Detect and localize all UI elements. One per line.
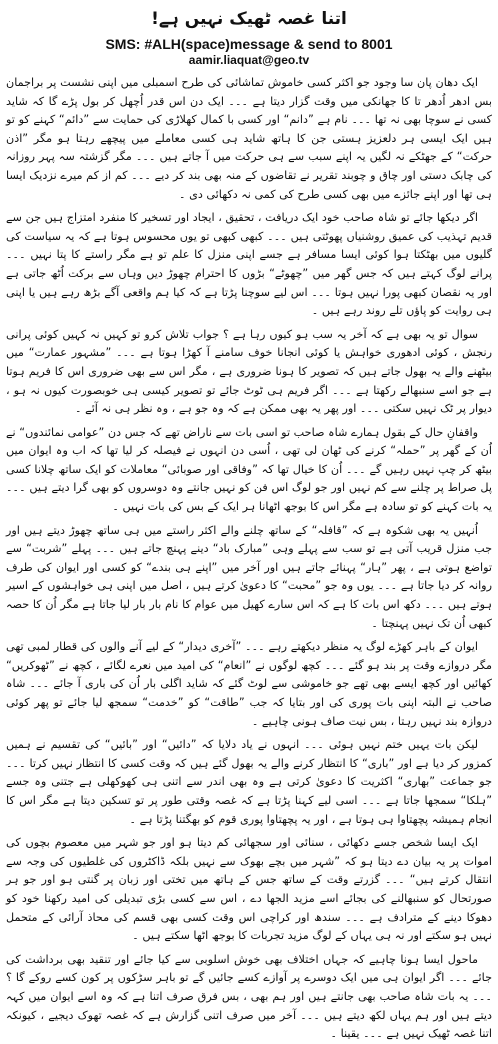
article-body [6,74,492,1044]
article-paragraph: ایک ایسا شخص جسے دکھائی ، سنائی اور سجھائی کم دیتا ہو اور جو شہر میں معصوم بچوں کی اموات پر یہ بیان دے دیتا ہو کہ ”شہر میں بچے بھوک سے نہیں بلکہ ڈاکٹروں کی غلطیوں کی وجہ سے انتقال کرتے ہیں“ ۔۔۔ گزرتے وقت کے ساتھ جس کے ہاتھ میں تختی اور زبان پر گنتی ہو اور جو ہر صورتحال کو سنبھالنے کی بجائے اسے مزید الجھا دے ، اس سے کسی بڑی تبدیلی کی امید رکھنا خود کو دھوکا دینے کے مترادف ہے ۔۔۔ سندھ اور کراچی اس وقت کسی بھی قسم کی محاذ آرائی کے متحمل نہیں ہو سکتے اور نہ ہی یہاں کے لوگ مزید تجربات کا بوجھ اٹھا سکتے ہیں ۔ [6,836,492,943]
article-paragraph: ایک دھان پان سا وجود جو اکثر کسی خاموش تماشائی کی طرح اسمبلی میں اپنی نشست پر براجمان بس ادھر اُدھر تا کا جھانکی میں وقت گزار دیتا ہے ۔۔۔ ایک دن اس قدر اُچھل کر بول پڑے گا کہ شاید کسی نے سوچا بھی نہ تھا ۔۔۔ نام ہے ”دانم“ اور کسی با کمال کھلاڑی کی حمایت سے ”دائم“ کہنے کو تو ہیں ایک ایسی ہر دلعزیز ہستی جن کا ہاتھ شاید ہی کسی معاملے میں پیچھے رہتا ہو مگر ”اذن حرکت“ کے جھٹکے نہ لگیں یہ اپنے سبب سے ہی حرکت میں آ جاتے ہیں ۔۔۔ مگر گزشتہ سہ پہر روزانہ کی چابک دستی اور چاق و چوبند تقریر نے تقاضوں کے منہ بھی بند کر دیے ۔۔۔ کم از کم میرے نزدیک ایسا ہی تھا اور اپنے جائزے میں بھی کسی طرح کی کمی نہ دکھائی دی ۔ [6,76,492,201]
article-header [6,8,492,68]
article-paragraph: ماحول ایسا ہونا چاہیے کہ جہاں اختلاف بھی خوش اسلوبی سے کیا جائے اور تنقید بھی برداشت کی جائے ۔۔۔ اگر ایوان ہی میں ایک دوسرے پر آوازے کسے جائیں گے تو باہر سڑکوں پر کون کسے روکے گا ؟ ۔۔۔ یہ بات شاہ صاحب بھی جانتے ہیں اور ہم بھی ، بس فرق صرف اتنا ہے کہ وہ اسے ایوان میں کہہ دیتے ہیں اور ہم یہاں لکھ دیتے ہیں ۔۔۔ آخر میں صرف اتنی گزارش ہے کہ غصہ تھوک دیجیے ، کیونکہ اتنا غصہ ٹھیک نہیں ہے ۔۔۔ یقینا ۔ [6,952,492,1041]
author-email: aamir.liaquat@geo.tv [188,53,310,67]
article-paragraph: ایوان کے باہر کھڑے لوگ یہ منظر دیکھتے رہے ۔۔۔ ”آخری دیدار“ کے لیے آنے والوں کی قطار لمبی تھی مگر دروازے وقت پر بند ہو گئے ۔۔۔ کچھ لوگوں نے ”انعام“ کی امید میں نعرے لگائے ، کچھ نے ”ٹھوکریں“ کھائیں اور کچھ ایسے بھی تھے جو خاموشی سے لوٹ گئے کہ شاید اگلی بار اُن کی باری آ جائے ۔۔۔ شاہ صاحب نے البتہ اپنی بات پوری کی اور بتایا کہ جب ”طاقت“ کو ”خدمت“ سمجھ لیا جائے تو پھر کوئی دروازہ بند نہیں رہتا ، بس نیت صاف ہونی چاہیے ۔ [6,640,492,728]
article-paragraph: اُنہیں یہ بھی شکوہ ہے کہ ”قافلہ“ کے ساتھ چلنے والے اکثر راستے میں ہی ساتھ چھوڑ دیتے ہیں اور جب منزل قریب آتی ہے تو سب سے پہلے وہی ”مبارک باد“ دینے پہنچ جاتے ہیں ۔۔۔ پہلے ”شربت“ سے تواضع ہوتی ہے ، پھر ”ہار“ پہنائے جاتے ہیں اور آخر میں ”اپنے ہی بندے“ کو کسی اور ایوان کی طرف روانہ کر دیا جاتا ہے ۔۔۔ یوں وہ جو ”محبت“ کا دعویٰ کرتے ہیں ، اصل میں اپنی ہی خواہشوں کے اسیر ہوتے ہیں ۔۔۔ دکھ اس بات کا ہے کہ اس سارے کھیل میں عوام کا نام بار بار لیا جاتا ہے مگر اُن کا حصہ کبھی اُن تک نہیں پہنچتا ۔ [6,523,492,630]
sms-instruction: SMS: #ALH(space)message & send to 8001 [105,36,393,52]
article-paragraph: لیکن بات یہیں ختم نہیں ہوئی ۔۔۔ انہوں نے یاد دلایا کہ ”دائیں“ اور ”بائیں“ کی تقسیم نے ہمیں کمزور کر دیا ہے اور ”باری“ کا انتظار کرنے والے یہ بھول گئے ہیں کہ وقت کسی کا انتظار نہیں کرتا ۔۔۔ جو جماعت ”بھاری“ اکثریت کا دعویٰ کرتی ہے وہ بھی اندر سے اتنی ہی کھوکھلی ہے جتنی وہ جسے ”ہلکا“ سمجھا جاتا ہے ۔۔۔ اسی لیے کہنا پڑتا ہے کہ غصہ وقتی طور پر تو تسکین دیتا ہے مگر اس کا انجام ہمیشہ پچھتاوا ہی ہوتا ہے ، اور یہ پچھتاوا پوری قوم کو بھگتنا پڑتا ہے ۔ [6,738,492,826]
article-paragraph: اگر دیکھا جائے تو شاہ صاحب خود ایک دریافت ، تحقیق ، ایجاد اور تسخیر کا منفرد امتزاج ہیں جن سے قدیم تہذیب کی عمیق روشنیاں پھوٹتی ہیں ۔۔۔ کبھی کبھی تو یوں محسوس ہوتا ہے کہ یہ سیاست کی گلیوں میں بھٹکتا ہوا کوئی ایسا مسافر ہے جسے اپنی منزل کا علم تو ہے مگر راستے کا پتا نہیں ۔۔۔ پرانے لوگ کہتے ہیں کہ جس گھر میں ”چھوٹے“ بڑوں کا احترام چھوڑ دیں وہاں سے برکت اُٹھ جاتی ہے اور یہ نقصان کبھی پورا نہیں ہوتا ۔۔۔ اس لیے سوچنا پڑتا ہے کہ کیا ہم واقعی آگے بڑھ رہے ہیں یا اپنی ہی روایت کو پاؤں تلے روند رہے ہیں ۔ [6,211,492,318]
article-paragraph: واقفانِ حال کے بقول ہمارے شاہ صاحب تو اسی بات سے ناراض تھے کہ جس دن ”عوامی نمائندوں“ نے اُن کے گھر پر ”حملہ“ کرنے کی ٹھان لی تھی ، اُسی دن انہوں نے فیصلہ کر لیا تھا کہ اب وہ ایوان میں بیٹھ کر چپ نہیں رہیں گے ۔۔۔ اُن کا خیال تھا کہ ”وفاقی اور صوبائی“ معاملات کو ایک ساتھ چلانا کسی پل صراط پر چلنے سے کم نہیں اور جو لوگ اس فن کو نہیں جانتے وہ دوسروں کو بھی گرا دیتے ہیں ۔۔۔ یہ بات کہنے کو تو سادہ ہے مگر اس کا بوجھ اٹھانا ہر ایک کے بس کی بات نہیں ۔ [6,425,492,514]
article-paragraph: سوال تو یہ بھی ہے کہ آخر یہ سب ہو کیوں رہا ہے ؟ جواب تلاش کرو تو کہیں نہ کہیں کوئی پرانی رنجش ، کوئی ادھوری خواہش یا کوئی انجانا خوف سامنے آ کھڑا ہوتا ہے ۔۔۔ ”مشہور عمارت“ میں بیٹھنے والے یہ بھول جاتے ہیں کہ تصویر کا ہونا ضروری ہے ، مگر اس سے بھی ضروری اس کا فریم ہوتا ہے جو اسے سنبھالے رکھتا ہے ۔۔۔ اگر فریم ہی ٹوٹ جائے تو تصویر کیسی ہی خوبصورت کیوں نہ ہو ، دیوار پر ٹک نہیں سکتی ۔۔۔ اور پھر یہ بھی ممکن ہے کہ وہ جو ہے ، وہ نظر ہی نہ آئے ۔ [6,327,492,416]
article-title: اتنا غصہ ٹھیک نہیں ہے! [151,9,347,29]
